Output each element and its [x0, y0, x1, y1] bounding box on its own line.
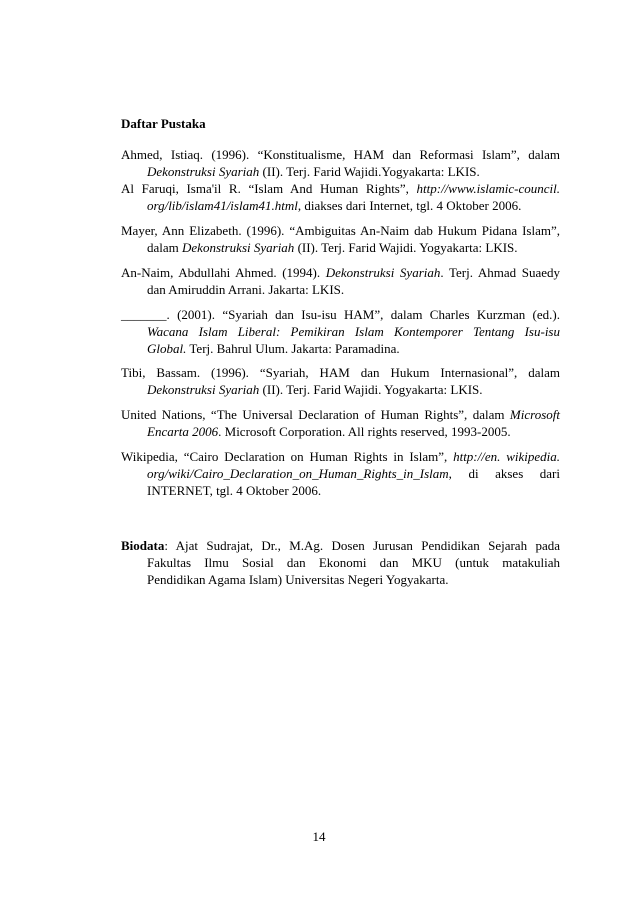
- reference-text: dan Amiruddin Arrani. Jakarta: LKIS.: [147, 282, 345, 297]
- reference-line: [121, 163, 560, 180]
- biodata-line-1: [121, 537, 560, 554]
- reference-text: Wikipedia, “Cairo Declaration on Human Rights in Islam”,: [121, 449, 454, 464]
- reference-italic-text: Dekonstruksi Syariah: [325, 265, 441, 280]
- reference-line: [121, 323, 560, 340]
- reference-line: [121, 423, 560, 440]
- reference-line: [121, 381, 560, 398]
- reference-italic-text: Dekonstruksi Syariah: [147, 382, 260, 397]
- reference-line: [121, 197, 560, 214]
- reference-entry: [121, 448, 560, 499]
- biodata-paragraph: [121, 537, 560, 588]
- reference-line: [121, 180, 560, 197]
- reference-line: [121, 482, 560, 499]
- reference-line: [121, 406, 560, 423]
- reference-text: Mayer, Ann Elizabeth. (1996). “Ambiguitas An-Naim dab Hukum Pidana Islam”,: [121, 223, 560, 238]
- reference-italic-text: org/wiki/Cairo_Declaration_on_Human_Rights_in_Islam: [147, 466, 449, 481]
- page-number: 14: [312, 829, 326, 844]
- reference-italic-text: Dekonstruksi Syariah: [182, 240, 295, 255]
- reference-italic-text: Encarta 2006: [147, 424, 219, 439]
- reference-entry: [121, 364, 560, 398]
- biodata-label: Biodata: [121, 538, 165, 553]
- reference-line: [121, 448, 560, 465]
- reference-line: [121, 264, 560, 281]
- reference-text: Terj. Bahrul Ulum. Jakarta: Paramadina.: [186, 341, 400, 356]
- section-heading: Daftar Pustaka: [121, 116, 206, 131]
- reference-text: Tibi, Bassam. (1996). “Syariah, HAM dan Hukum Internasional”, dalam: [121, 365, 560, 380]
- reference-text: Ahmed, Istiaq. (1996). “Konstitualisme, HAM dan Reformasi Islam”, dalam: [121, 147, 560, 162]
- reference-italic-text: org/lib/islam41/islam41.html: [147, 198, 298, 213]
- reference-line: [121, 222, 560, 239]
- reference-italic-text: http://en. wikipedia.: [453, 449, 561, 464]
- reference-text: dalam: [147, 240, 183, 255]
- reference-text: . Microsoft Corporation. All rights reserved, 1993-2005.: [218, 424, 511, 439]
- reference-line: [121, 146, 560, 163]
- reference-text: , di akses dari: [448, 466, 560, 481]
- reference-text: (II). Terj. Farid Wajidi.Yogyakarta: LKIS.: [259, 164, 480, 179]
- reference-text: INTERNET, tgl. 4 Oktober 2006.: [147, 483, 322, 498]
- biodata-line-2: Fakultas Ilmu Sosial dan Ekonomi dan MKU (untuk matakuliah: [147, 555, 560, 570]
- reference-entry: [121, 264, 560, 298]
- reference-entry: [121, 146, 560, 180]
- reference-entry: [121, 180, 560, 214]
- biodata-text-1: : Ajat Sudrajat, Dr., M.Ag. Dosen Jurusan Pendidikan Sejarah pada: [164, 538, 560, 553]
- reference-italic-text: Dekonstruksi Syariah: [147, 164, 260, 179]
- reference-entry: [121, 306, 560, 357]
- reference-entry: [121, 222, 560, 256]
- reference-entry: [121, 406, 560, 440]
- reference-text: , diakses dari Internet, tgl. 4 Oktober 2006.: [297, 198, 522, 213]
- biodata-line-3: Pendidikan Agama Islam) Universitas Negeri Yogyakarta.: [147, 572, 449, 587]
- reference-italic-text: http://www.islamic-council.: [416, 181, 560, 196]
- reference-text: _______. (2001). “Syariah dan Isu-isu HAM”, dalam Charles Kurzman (ed.).: [121, 307, 560, 322]
- reference-text: An-Naim, Abdullahi Ahmed. (1994).: [121, 265, 326, 280]
- reference-line: [121, 306, 560, 323]
- reference-text: (II). Terj. Farid Wajidi. Yogyakarta: LKIS.: [294, 240, 518, 255]
- reference-line: [121, 364, 560, 381]
- reference-text: (II). Terj. Farid Wajidi. Yogyakarta: LKIS.: [259, 382, 483, 397]
- reference-line: [121, 465, 560, 482]
- reference-italic-text: Microsoft: [509, 407, 560, 422]
- reference-italic-text: Global.: [147, 341, 187, 356]
- reference-line: [121, 340, 560, 357]
- reference-line: [121, 281, 560, 298]
- reference-line: [121, 239, 560, 256]
- reference-italic-text: Wacana Islam Liberal: Pemikiran Islam Kontemporer Tentang Isu-isu: [147, 324, 560, 339]
- reference-text: Al Faruqi, Isma'il R. “Islam And Human Rights”,: [121, 181, 417, 196]
- reference-text: . Terj. Ahmad Suaedy: [440, 265, 560, 280]
- reference-text: United Nations, “The Universal Declaration of Human Rights”, dalam: [121, 407, 510, 422]
